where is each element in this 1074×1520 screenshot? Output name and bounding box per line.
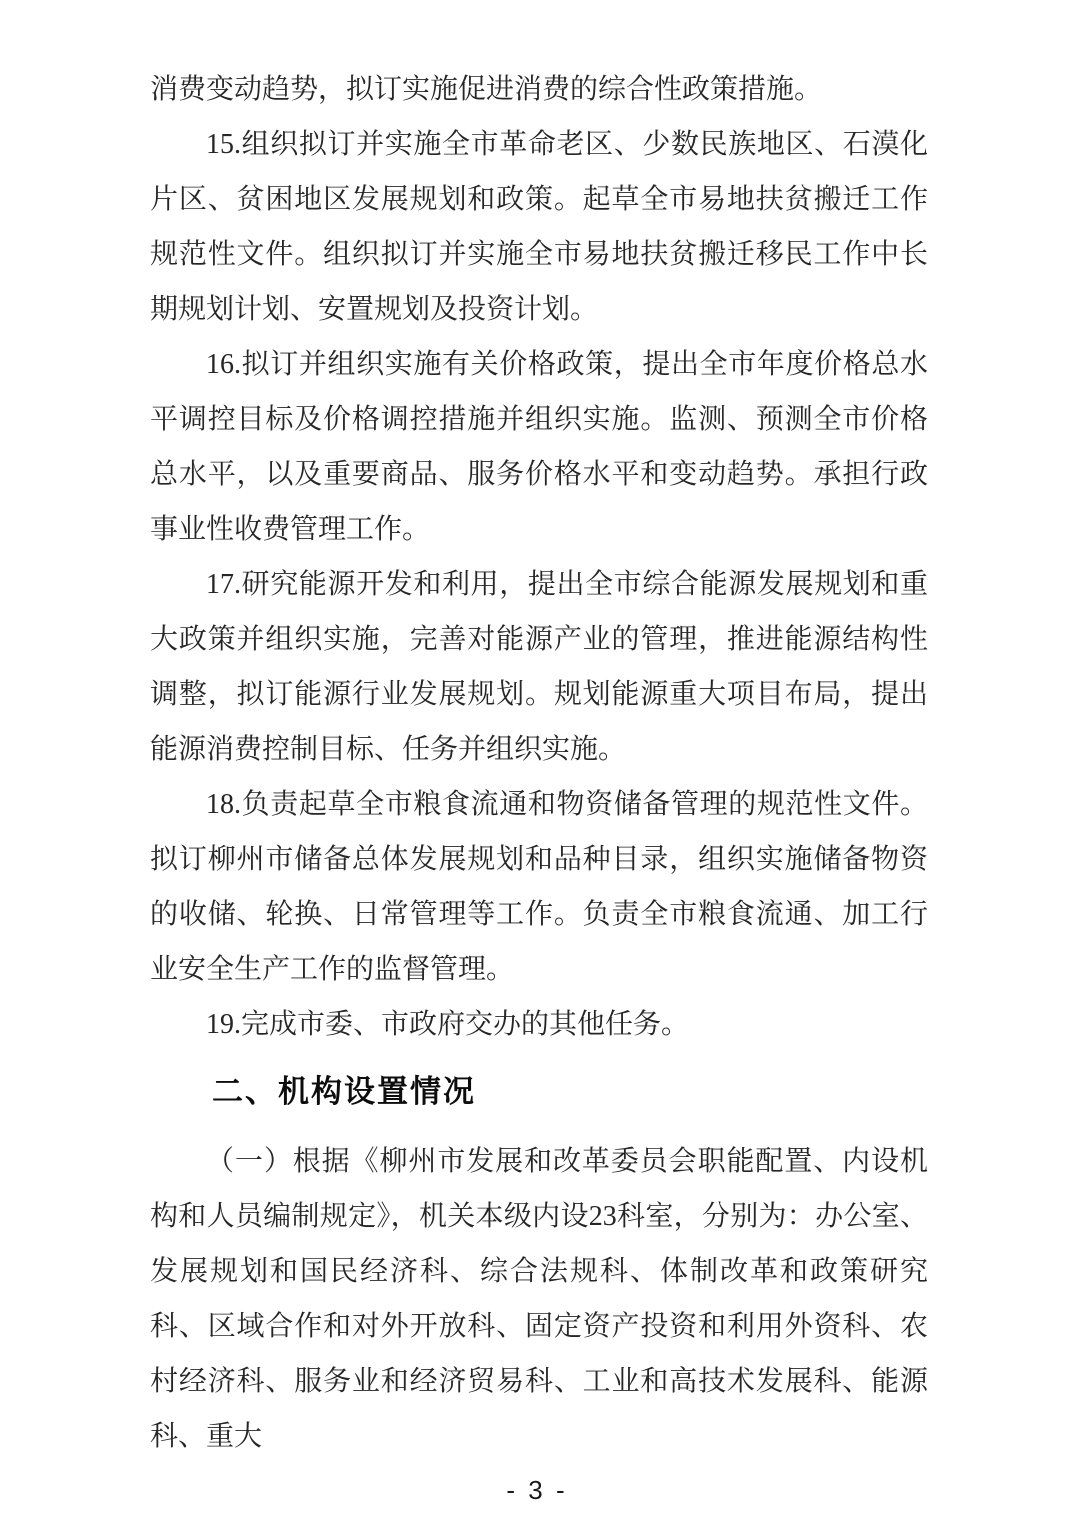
paragraph: 18.负责起草全市粮食流通和物资储备管理的规范性文件。拟订柳州市储备总体发展规划和品种目录，组织实施储备物资的收储、轮换、日常管理等工作。负责全市粮食流通、加工行业安全生产工作的监督管理。 xyxy=(150,789,928,985)
paragraph: （一）根据《柳州市发展和改革委员会职能配置、内设机构和人员编制规定》，机关本级内设23科室，分别为：办公室、发展规划和国民经济科、综合法规科、体制改革和政策研究科、区域合作和对外开放科、固定资产投资和利用外资科、农村经济科、服务业和经济贸易科、工业和高技术发展科、能源科、重大 xyxy=(150,1146,928,1452)
document-body xyxy=(150,62,928,1464)
paragraph: 17.研究能源开发和利用，提出全市综合能源发展规划和重大政策并组织实施，完善对能源产业的管理，推进能源结构性调整，拟订能源行业发展规划。规划能源重大项目布局，提出能源消费控制目标、任务并组织实施。 xyxy=(150,569,928,765)
section-heading: 二、机构设置情况 xyxy=(212,1074,476,1109)
paragraph: 15.组织拟订并实施全市革命老区、少数民族地区、石漠化片区、贫困地区发展规划和政策。起草全市易地扶贫搬迁工作规范性文件。组织拟订并实施全市易地扶贫搬迁移民工作中长期规划计划、安置规划及投资计划。 xyxy=(150,129,928,325)
paragraph: 消费变动趋势，拟订实施促进消费的综合性政策措施。 xyxy=(150,74,823,105)
page-number: - 3 - xyxy=(506,1475,568,1505)
paragraph: 16.拟订并组织实施有关价格政策，提出全市年度价格总水平调控目标及价格调控措施并组织实施。监测、预测全市价格总水平，以及重要商品、服务价格水平和变动趋势。承担行政事业性收费管理工作。 xyxy=(150,349,928,545)
paragraph: 19.完成市委、市政府交办的其他任务。 xyxy=(206,1009,690,1040)
